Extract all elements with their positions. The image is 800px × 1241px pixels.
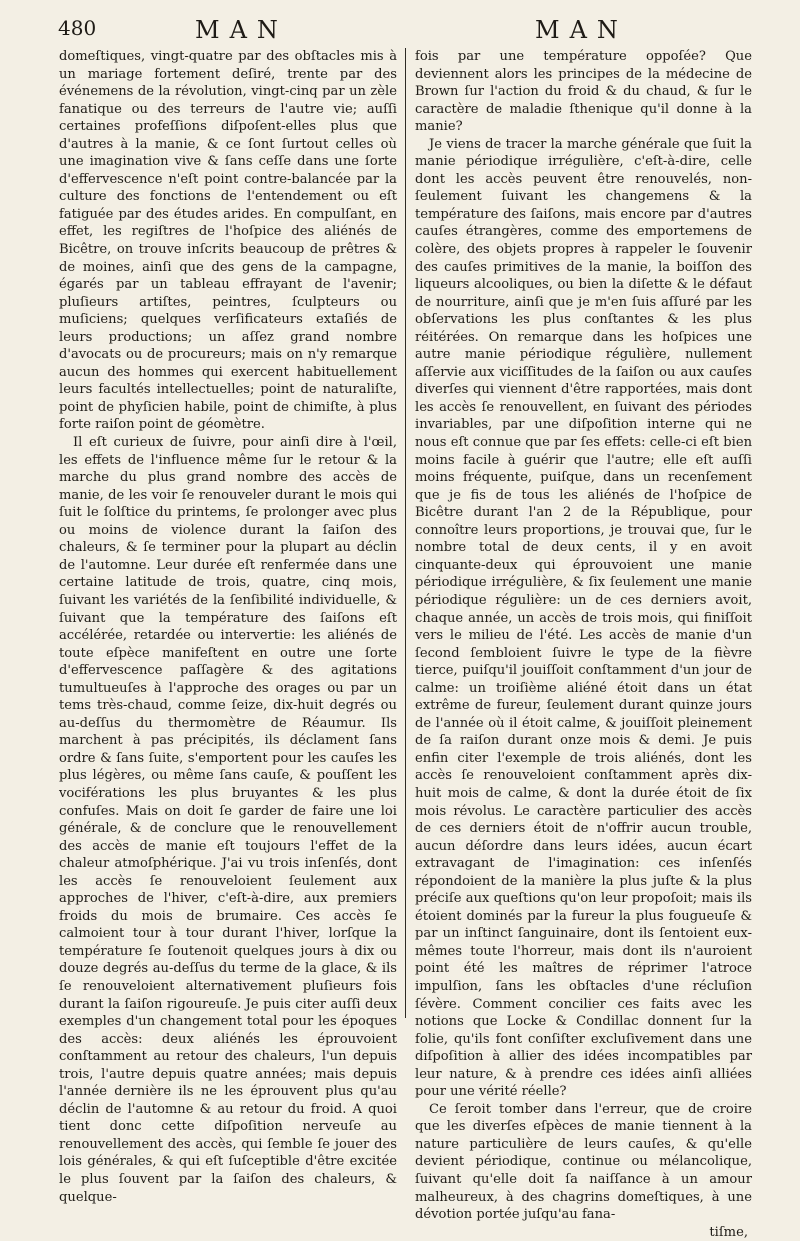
paragraph: fois par une température oppoſée? Que deviennent alors les principes de la médecine de Brown ſur l'action du froid & du chaud, & ſur le caractère de maladie ſthenique qu'il donne à la manie? xyxy=(415,49,752,135)
paragraph: Je viens de tracer la marche générale que ſuit la manie périodique irrégulière, c'eſt-à-dire, celle dont les accès peuvent être renouvelés, non-ſeulement ſuivant les changemens & la température des ſaiſons, mais encore par d'autres cauſes étrangères, comme des emportemens de colère, des objets propres à rappeler le ſouvenir des cauſes primitives de la manie, la boiſſon des liqueurs alcooliques, ou bien la diſette & le défaut de nourriture, ainſi que je m'en ſuis aſſuré par les obſervations les plus conſtantes & les plus réitérées. On remarque dans les hoſpices une autre manie périodique régulière, nullement aſſervie aux viciſſitudes de la ſaiſon ou aux cauſes diverſes qui viennent d'être rapportées, mais dont les accès ſe renouvellent, en ſuivant des périodes invariables, par une diſpoſition interne qui ne nous eſt connue que par ſes effets: celle-ci eſt bien moins facile à guérir que l'autre; elle eſt auſſi moins fréquente, puiſque, dans un recenſement que je fis de tous les aliénés de l'hoſpice de Bicêtre durant l'an 2 de la République, pour connoître leurs proportions, je trouvai que, ſur le nombre total de deux cents, il y en avoit cinquante-deux qui éprouvoient une manie périodique irrégulière, & ſix ſeulement une manie périodique régulière: un de ces derniers avoit, chaque année, un accès de trois mois, qui finiſſoit vers le milieu de l'été. Les accès de manie d'un ſecond ſembloient ſuivre le type de la fièvre tierce, puiſqu'il jouiſſoit conſtamment d'un jour de calme: un troiſième aliéné étoit dans un état extrême de fureur, ſeulement durant quinze jours de l'année où il étoit calme, & jouiſſoit pleinement de ſa raiſon durant onze mois & demi. Je puis enfin citer l'exemple de trois aliénés, dont les accès ſe renouveloient conſtamment après dix-huit mois de calme, & dont la durée étoit de ſix mois révolus. Le caractère particulier des accès de ces derniers étoit de n'offrir aucun trouble, aucun déſordre dans leurs idées, aucun écart extravagant de l'imagination: ces inſenſés répondoient de la manière la plus juſte & la plus préciſe aux queſtions qu'on leur propoſoit; mais ils étoient dominés par la fureur la plus fougueuſe & par un inſtinct ſanguinaire, dont ils ſentoient eux-mêmes toute l'horreur, mais dont ils n'auroient point été les maîtres de réprimer l'atroce impulſion, ſans les obſtacles d'une récluſion ſévère. Comment concilier ces faits avec les notions que Locke & Condillac donnent ſur la folie, qu'ils font conſiſter excluſivement dans une diſpoſition à allier des idées incompatibles par leur nature, & à prendre ces idées ainſi alliées pour une vérité réelle? xyxy=(415,136,752,1100)
paragraph: Ce ſeroit tomber dans l'erreur, que de croire que les diverſes eſpèces de manie tiennent à la nature particulière de leurs cauſes, & qu'elle devient périodique, continue ou mélancolique, ſuivant qu'elle doit ſa naiſſance à un amour malheureux, à des chagrins domeſtiques, à une dévotion portée juſqu'au fana- xyxy=(415,1101,752,1223)
running-head-left: MAN xyxy=(195,16,288,44)
catchword: tiſme, xyxy=(709,1224,748,1240)
right-column xyxy=(415,48,752,1240)
paragraph: Il eſt curieux de ſuivre, pour ainſi dire à l'œil, les effets de l'influence même ſur le retour & la marche du plus grand nombre des accès de manie, de les voir ſe renouveler durant le mois qui ſuit le ſolſtice du printems, ſe prolonger avec plus ou moins de violence durant la ſaiſon des chaleurs, & ſe terminer pour la plupart au déclin de l'automne. Leur durée eſt renfermée dans une certaine latitude de trois, quatre, cinq mois, ſuivant les variétés de la ſenſibilité individuelle, & ſuivant que la température des ſaiſons eſt accélérée, retardée ou intervertie: les aliénés de toute eſpèce manifeſtent en outre une ſorte d'effervescence paſſagère & des agitations tumultueuſes à l'approche des orages ou par un tems très-chaud, comme ſeize, dix-huit degrés ou au-deſſus du thermomètre de Réaumur. Ils marchent à pas précipités, ils déclament ſans ordre & ſans ſuite, s'emportent pour les cauſes les plus légères, ou même ſans cauſe, & pouſſent les vociférations les plus bruyantes & les plus confuſes. Mais on doit ſe garder de faire une loi générale, & de conclure que le renouvellement des accès de manie eſt toujours l'effet de la chaleur atmoſphérique. J'ai vu trois inſenſés, dont les accès ſe renouveloient ſeulement aux approches de l'hiver, c'eſt-à-dire, aux premiers froids du mois de brumaire. Ces accès ſe calmoient tour à tour durant l'hiver, lorſque la température ſe ſoutenoit quelques jours à dix ou douze degrés au-deſſus du terme de la glace, & ils ſe renouveloient alternativement pluſieurs fois durant la ſaiſon rigoureuſe. Je puis citer auſſi deux exemples d'un changement total pour les époques des accès: deux aliénés les éprouvoient conſtamment au retour des chaleurs, l'un depuis trois, l'autre depuis quatre années; mais depuis l'année dernière ils ne les éprouvent plus qu'au déclin de l'automne & au retour du froid. A quoi tient donc cette diſpoſition nerveuſe au renouvellement des accès, qui ſemble ſe jouer des lois générales, & qui eſt ſuſceptible d'être excitée le plus ſouvent par la ſaiſon des chaleurs, & quelque- xyxy=(59,435,397,1205)
running-head-right: MAN xyxy=(535,16,628,44)
left-column xyxy=(59,48,397,1205)
page-number: 480 xyxy=(58,16,97,40)
column-divider xyxy=(405,48,406,1018)
paragraph: domeſtiques, vingt-quatre par des obſtacles mis à un mariage fortement deſiré, trente par des événemens de la révolution, vingt-cinq par un zèle fanatique ou des terreurs de l'autre vie; auſſi certaines profeſſions diſpoſent-elles plus que d'autres à la manie, & ce ſont ſurtout celles où une imagination vive & ſans ceſſe dans une ſorte d'effervescence n'eſt point contre-balancée par la culture des fonctions de l'entendement ou eſt fatiguée par des études arides. En compulſant, en effet, les regiſtres de l'hoſpice des aliénés de Bicêtre, on trouve inſcrits beaucoup de prêtres & de moines, ainſi que des gens de la campagne, égarés par un tableau effrayant de l'avenir; pluſieurs artiſtes, peintres, ſculpteurs ou muſiciens; quelques verſificateurs extaſiés de leurs productions; un aſſez grand nombre d'avocats ou de procureurs; mais on n'y remarque aucun des hommes qui exercent habituellement leurs facultés intellectuelles; point de naturaliſte, point de phyſicien habile, point de chimiſte, à plus forte raiſon point de géomètre. xyxy=(59,49,397,433)
page-header xyxy=(0,16,800,46)
